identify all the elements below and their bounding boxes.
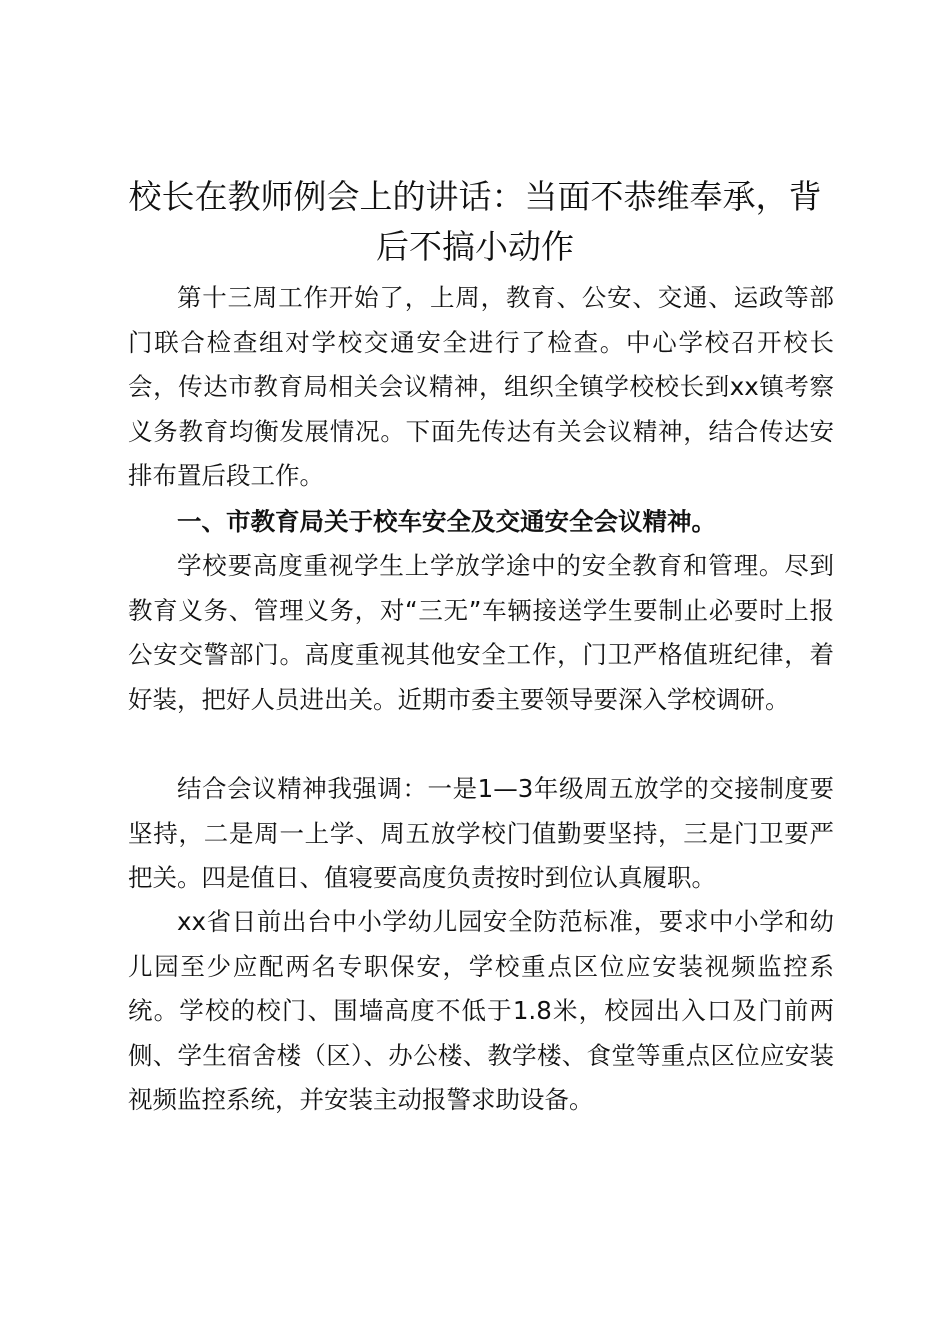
paragraph-intro: 第十三周工作开始了，上周，教育、公安、交通、运政等部门联合检查组对学校交通安全进行了检查。中心学校召开校长会，传达市教育局相关会议精神，组织全镇学校校长到xx镇考察义务教育均衡发展情况。下面先传达有关会议精神，结合传达安排布置后段工作。 (128, 283, 834, 491)
document-title: 校长在教师例会上的讲话：当面不恭维奉承，背后不搞小动作 (128, 177, 822, 266)
paragraph-province-standard: xx省日前出台中小学幼儿园安全防范标准，要求中小学和幼儿园至少应配两名专职保安，学校重点区位应安装视频监控系统。学校的校门、围墙高度不低于1.8米，校园出入口及门前两侧、学生宿舍楼（区）、办公楼、教学楼、食堂等重点区位应安装视频监控系统，并安装主动报警求助设备。 (128, 907, 834, 1115)
paragraph-school-safety: 学校要高度重视学生上学放学途中的安全教育和管理。尽到教育义务、管理义务，对“三无”车辆接送学生要制止必要时上报公安交警部门。高度重视其他安全工作，门卫严格值班纪律，着好装，把好人员进出关。近期市委主要领导要深入学校调研。 (128, 551, 834, 714)
section-heading-1: 一、市教育局关于校车安全及交通安全会议精神。 (177, 507, 716, 536)
paragraph-emphasis: 结合会议精神我强调：一是1—3年级周五放学的交接制度要坚持，二是周一上学、周五放学校门值勤要坚持，三是门卫要严把关。四是值日、值寝要高度负责按时到位认真履职。 (128, 774, 834, 893)
